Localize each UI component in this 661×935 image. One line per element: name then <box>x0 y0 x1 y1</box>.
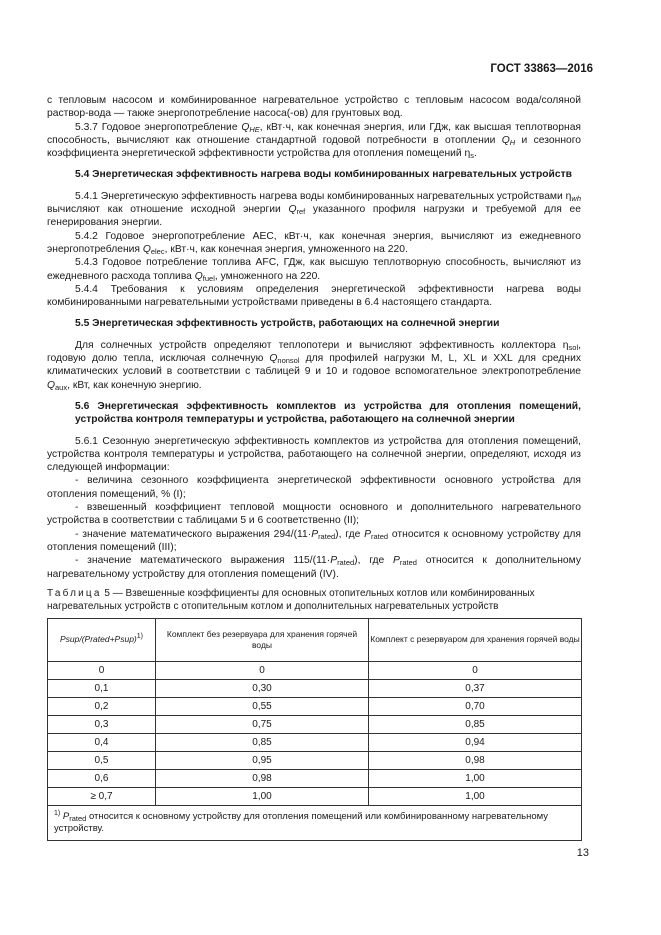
table-cell: 0,85 <box>369 715 582 733</box>
heading-5-5: 5.5 Энергетическая эффективность устройств, работающих на солнечной энергии <box>75 318 500 330</box>
list-item-4: - значение математического выражения $115/(11\cdot P_{rated})$, где $P_{rated}$ относится к дополнительному нагревательному устройству для отопления помещений (IV). <box>47 555 581 580</box>
table-header-row <box>48 618 582 661</box>
weights-table <box>47 618 582 841</box>
page-number: 13 <box>576 847 589 859</box>
paragraph-5-4-3: 5.4.3 Годовое потребление топлива AFC, ГДж, как высшую теплотворную способность, вычисляют из ежедневного расхода топлива $Q_{fuel}$, умноженного на 220. <box>47 257 581 283</box>
table-row <box>48 697 582 715</box>
list-item-3: - значение математического выражения $294/(11\cdot P_{rated})$, где $P_{rated}$ относится к основному устройству для отопления помещений (III); <box>47 528 581 553</box>
table-cell: 0,75 <box>156 715 369 733</box>
table-cell: 0,2 <box>48 697 156 715</box>
table-cell: 1,00 <box>369 787 582 805</box>
paragraph-5-4-2: 5.4.2 Годовое энергопотребление AEC, кВт·ч, как конечная энергия, вычисляют из ежедневного энергопотребления $Q_{elec}$, кВт·ч, как конечная энергия, умноженного на 220. <box>47 230 581 256</box>
table-row <box>48 769 582 787</box>
table-cell: 0,5 <box>48 751 156 769</box>
table-cell: 1,00 <box>156 787 369 805</box>
table-cell: 0,6 <box>48 769 156 787</box>
paragraph-5-3-7: 5.3.7 Годовое энергопотребление $Q_{HE}$, кВт·ч, как конечная энергия, или ГДж, как высшая теплотворная способность, вычисляют как отношение стандартной годовой потребности в отоплении $Q_H$ и сезонного коэффициента энергетической эффективности устройства для отопления помещений $\eta_s$. <box>47 121 581 161</box>
table-cell: 0 <box>156 661 369 679</box>
table-cell: 0,37 <box>369 679 582 697</box>
table-cell: 1,00 <box>369 769 582 787</box>
table-cell: 0,55 <box>156 697 369 715</box>
page-body <box>47 94 581 841</box>
table-cell: 0,1 <box>48 679 156 697</box>
table-row <box>48 661 582 679</box>
table-cell: 0,95 <box>156 751 369 769</box>
heading-5-4: 5.4 Энергетическая эффективность нагрева воды комбинированных нагревательных устройств <box>75 169 572 181</box>
paragraph-5-4-1: 5.4.1 Энергетическую эффективность нагрева воды комбинированных нагревательных устройствами $\eta_{wh}$ вычисляют как отношение исходной энергии $Q_{ref}$ указанного профиля нагрузки и требуемой для ее генерирования энергии. <box>47 190 581 229</box>
table-cell: 0 <box>369 661 582 679</box>
table-cell: 0,4 <box>48 733 156 751</box>
table-row <box>48 679 582 697</box>
heading-5-6: 5.6 Энергетическая эффективность комплектов из устройства для отопления помещений, устройства контроля температуры и устройства, работающего на солнечной энергии <box>75 400 581 426</box>
list-item-2: - взвешенный коэффициент тепловой мощности основного и дополнительного нагревательного устройства в соответствии с таблицами 5 и 6 соответственно (II); <box>47 502 581 527</box>
header-ratio: Psup/(Prated+Psup)$^{1)}$ <box>48 618 156 661</box>
table-footnote: $^{1)}$ $P_{rated}$ относится к основному устройству для отопления помещений или комбинированному нагревательному устройству. <box>48 805 582 840</box>
paragraph-5-4-4: 5.4.4 Требования к условиям определения энергетической эффективности нагрева воды комбинированными нагревательными устройствами приведены в 6.4 настоящего стандарта. <box>47 283 581 309</box>
paragraph-5-6-1: 5.6.1 Сезонную энергетическую эффективность комплектов из устройства для отопления помещений, устройства контроля температуры и устройства, работающего на солнечной энергии, определяют, исходя из следующей информации: <box>47 435 581 474</box>
table-row <box>48 787 582 805</box>
list-item-1: - величина сезонного коэффициента энергетической эффективности основного устройства для отопления помещений, % (I); <box>47 475 581 500</box>
table-caption: Таблица 5 — Взвешенные коэффициенты для основных отопительных котлов или комбинированных нагревательных устройств с отопительным котлом и дополнительных нагревательных устройств <box>47 587 535 612</box>
table-cell: ≥ 0,7 <box>48 787 156 805</box>
standard-number: ГОСТ 33863—2016 <box>490 63 593 75</box>
table-note-row <box>48 805 582 840</box>
table-cell: 0,98 <box>369 751 582 769</box>
table-cell: 0,85 <box>156 733 369 751</box>
table-row <box>48 715 582 733</box>
table-cell: 0,3 <box>48 715 156 733</box>
table-cell: 0 <box>48 661 156 679</box>
table-cell: 0,30 <box>156 679 369 697</box>
table-cell: 0,94 <box>369 733 582 751</box>
table-row <box>48 751 582 769</box>
header-with-tank: Комплект с резервуаром для хранения горячей воды <box>369 618 582 661</box>
table-row <box>48 733 582 751</box>
table-cell: 0,98 <box>156 769 369 787</box>
paragraph-continuation: с тепловым насосом и комбинированное нагревательное устройство с тепловым насосом вода/соляной раствор-вода — также энергопотребление насоса(-ов) для грунтовых вод. <box>47 95 581 120</box>
table-cell: 0,70 <box>369 697 582 715</box>
paragraph-5-5: Для солнечных устройств определяют теплопотери и вычисляют эффективность коллектора $\eta_{sol}$, годовую долю тепла, исключая солнечную $Q_{nonsol}$ для профилей нагрузки M, L, XL и XXL для средних климатических условий в соответствии с таблицей 9 и 10 и годовое вспомогательное электропотребление $Q_{aux}$, кВт, как конечную энергию. <box>47 339 581 392</box>
header-without-tank: Комплект без резервуара для хранения горячей воды <box>156 618 369 661</box>
